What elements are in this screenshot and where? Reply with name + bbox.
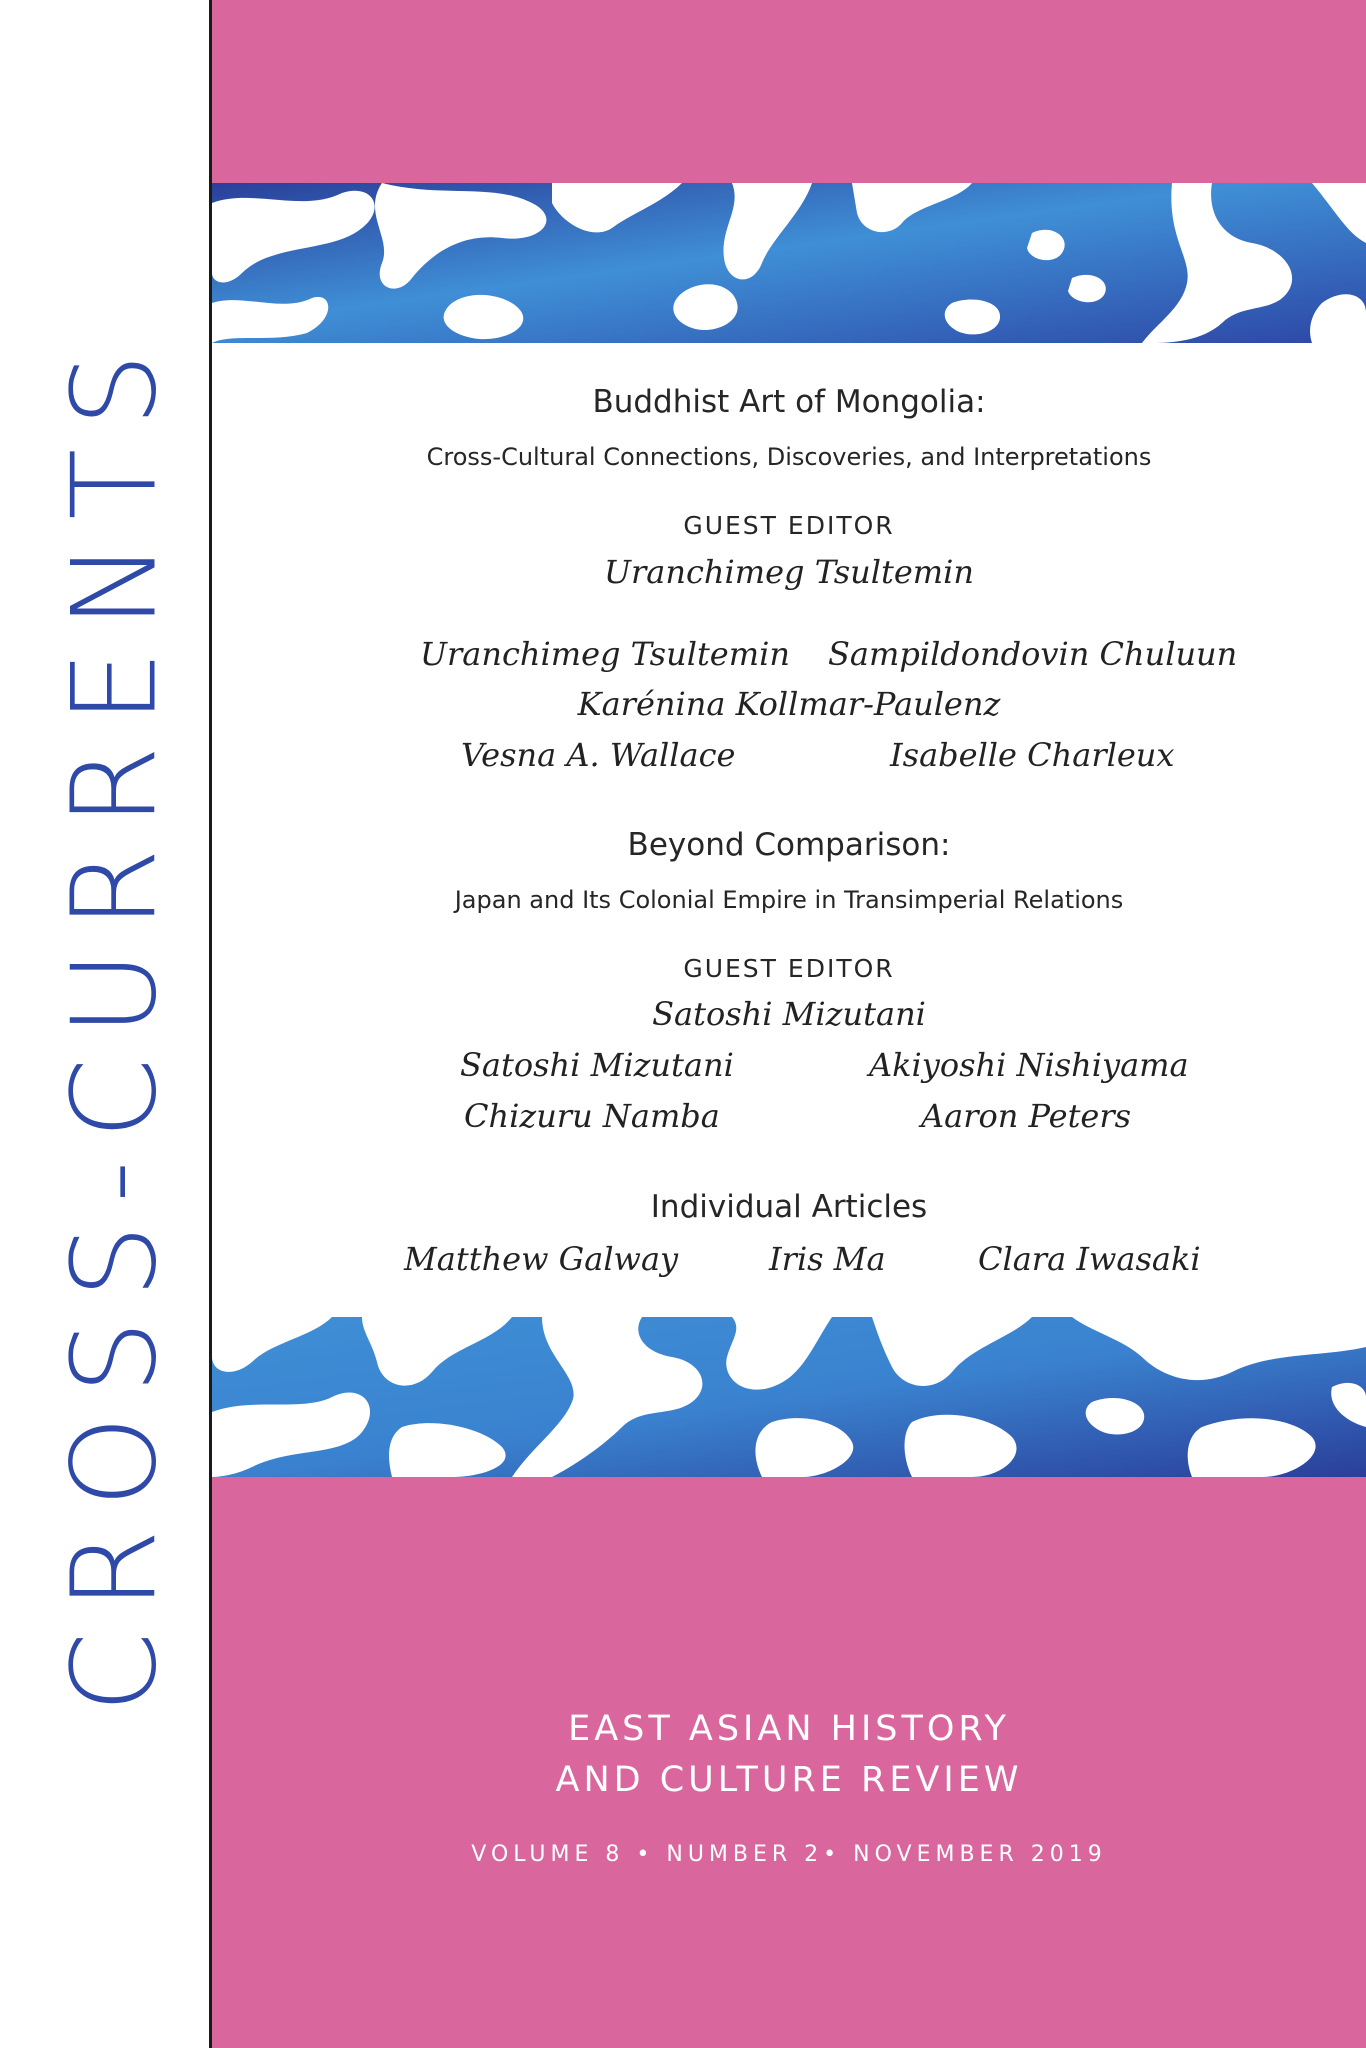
spine xyxy=(0,0,211,2048)
issue-info: VOLUME 8 • NUMBER 2• NOVEMBER 2019 xyxy=(471,1842,1107,1867)
section1-author: Karénina Kollmar-Paulenz xyxy=(577,685,1001,723)
section3-title: Individual Articles xyxy=(650,1189,928,1225)
journal-subtitle-line1: EAST ASIAN HISTORY xyxy=(568,1709,1010,1749)
section1-editor-label: GUEST EDITOR xyxy=(683,511,895,540)
section3-author: Matthew Galway xyxy=(404,1240,679,1278)
spine-title: CROSS-CURRENTS xyxy=(47,331,183,1713)
section1-title: Buddhist Art of Mongolia: xyxy=(592,384,986,420)
section3-author: Clara Iwasaki xyxy=(978,1240,1201,1278)
cover-front xyxy=(212,0,1366,2048)
section2-author: Aaron Peters xyxy=(921,1097,1132,1135)
section1-subtitle: Cross-Cultural Connections, Discoveries, and Interpretations xyxy=(426,443,1152,471)
contents-panel xyxy=(212,343,1366,1317)
section1-author: Uranchimeg Tsultemin xyxy=(420,635,790,673)
section2-author: Chizuru Namba xyxy=(464,1097,720,1135)
section1-author: Vesna A. Wallace xyxy=(461,736,736,774)
section3-author: Iris Ma xyxy=(769,1240,886,1278)
section2-title: Beyond Comparison: xyxy=(627,827,951,863)
section2-subtitle: Japan and Its Colonial Empire in Transimperial Relations xyxy=(454,886,1124,914)
section2-author: Akiyoshi Nishiyama xyxy=(869,1046,1189,1084)
section2-editor: Satoshi Mizutani xyxy=(652,995,926,1033)
section2-author: Satoshi Mizutani xyxy=(460,1046,734,1084)
section2-editor-label: GUEST EDITOR xyxy=(683,954,895,983)
marbled-band-bottom xyxy=(212,1317,1366,1477)
journal-subtitle-line2: AND CULTURE REVIEW xyxy=(555,1760,1023,1800)
section1-editor: Uranchimeg Tsultemin xyxy=(604,553,974,591)
section1-author: Sampildondovin Chuluun xyxy=(828,635,1238,673)
section1-author: Isabelle Charleux xyxy=(890,736,1175,774)
marbled-band-top xyxy=(212,183,1366,343)
